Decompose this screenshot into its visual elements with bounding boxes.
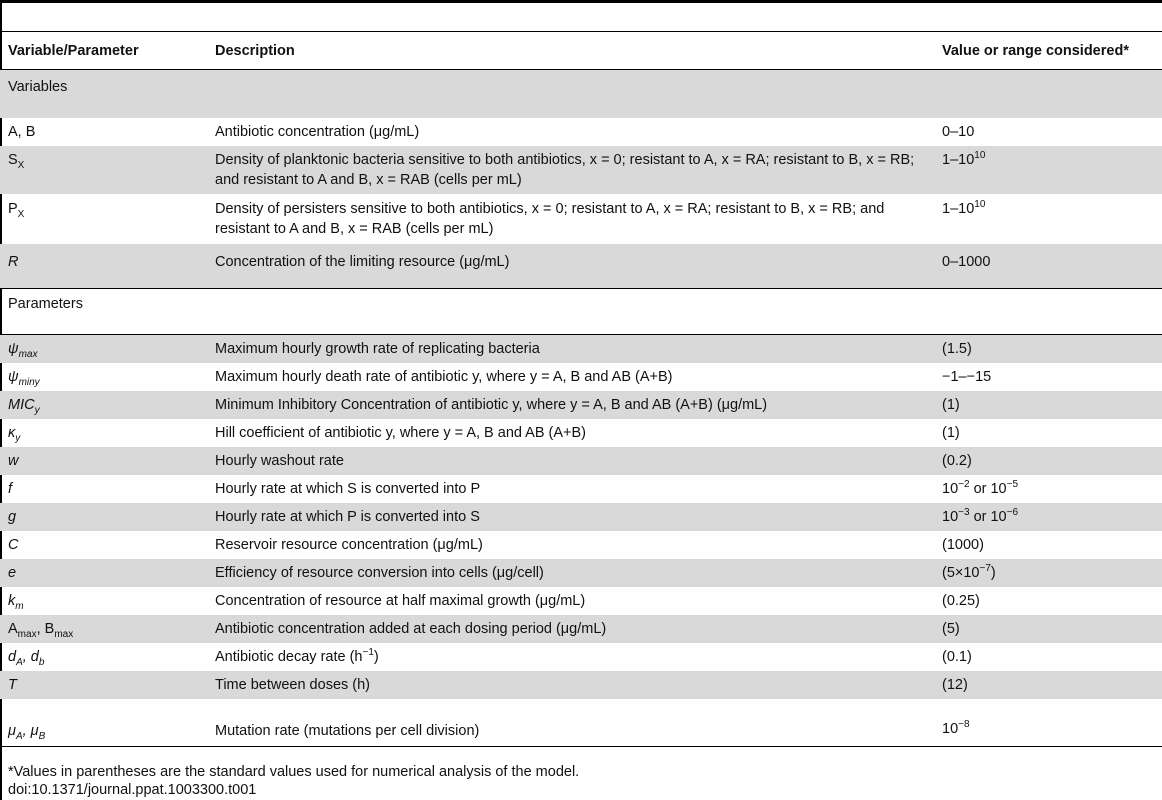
row-description: Efficiency of resource conversion into cells (μg/cell) <box>215 565 544 581</box>
row-name: $MIC_y$ <box>8 397 40 416</box>
header-variable: Variable/Parameter <box>8 43 139 59</box>
row-value: (5) <box>942 621 960 637</box>
row-name: R <box>8 254 19 270</box>
row-name: $\psi_{max}$ <box>8 341 38 360</box>
table-row <box>0 643 1162 671</box>
row-description: Maximum hourly growth rate of replicating bacteria <box>215 341 540 357</box>
row-value: (0.2) <box>942 453 972 469</box>
row-description: Mutation rate (mutations per cell division) <box>215 723 480 739</box>
table-row <box>0 671 1162 699</box>
row-name: $\psi_{miny}$ <box>8 369 40 388</box>
row-name: $\kappa_y$ <box>8 425 21 444</box>
table-row <box>0 447 1162 475</box>
row-name: f <box>8 481 13 497</box>
row-name: $d_A$, $d_b$ <box>8 649 45 668</box>
row-value: $1-10^{10}$ <box>942 150 986 168</box>
row-name: e <box>8 565 17 581</box>
header-value: Value or range considered* <box>942 43 1129 59</box>
row-value: (1) <box>942 397 960 413</box>
row-value: $10^{-3}$ or $10^{-6}$ <box>942 507 1019 525</box>
table-row <box>0 503 1162 531</box>
table-row <box>0 118 1162 146</box>
section-label: Parameters <box>8 296 83 312</box>
table-row <box>0 531 1162 559</box>
row-name: g <box>8 509 17 525</box>
row-name: $k_m$ <box>8 593 24 612</box>
row-description: Concentration of the limiting resource (μg/mL) <box>215 254 510 270</box>
row-description: Density of planktonic bacteria sensitive to both antibiotics, x = 0; resistant to A, x = RA; resistant to B, x = RB; and resistant to A and B, x = RAB (cells per mL) <box>215 152 915 188</box>
row-value: $10^{-2}$ or $10^{-5}$ <box>942 479 1019 497</box>
row-value: $1-10^{10}$ <box>942 199 986 217</box>
table-row <box>0 194 1162 244</box>
row-value: $(5\times 10^{-7})$ <box>942 563 996 581</box>
row-name: $A_{max}$, $B_{max}$ <box>8 621 74 640</box>
row-description: Antibiotic concentration added at each dosing period (μg/mL) <box>215 621 607 637</box>
table-row <box>0 559 1162 587</box>
row-name: w <box>8 453 19 469</box>
table-row <box>0 699 1162 747</box>
table-row <box>0 244 1162 288</box>
row-value: 0–10 <box>942 124 975 140</box>
row-value: (1000) <box>942 537 984 553</box>
row-description: Hill coefficient of antibiotic y, where y = A, B and AB (A+B) <box>215 425 587 441</box>
section-parameters <box>0 289 1162 335</box>
row-value: (1.5) <box>942 341 972 357</box>
table-row <box>0 146 1162 194</box>
table-row <box>0 615 1162 643</box>
row-name: A, B <box>8 124 36 140</box>
doi-link[interactable]: doi:10.1371/journal.ppat.1003300.t001 <box>8 782 257 798</box>
row-description: Time between doses (h) <box>215 677 371 693</box>
header-description: Description <box>215 43 295 59</box>
row-value: $10^{-8}$ <box>942 719 970 737</box>
row-value: (0.1) <box>942 649 972 665</box>
top-rule <box>0 0 1162 3</box>
table-row <box>0 391 1162 419</box>
row-description: Hourly washout rate <box>215 453 344 469</box>
table-header-row <box>0 32 1162 70</box>
row-description: Antibiotic concentration (μg/mL) <box>215 124 420 140</box>
row-description: Concentration of resource at half maximal growth (μg/mL) <box>215 593 586 609</box>
table-row <box>0 475 1162 503</box>
row-value: (1) <box>942 425 960 441</box>
row-value: (12) <box>942 677 968 693</box>
table-row <box>0 587 1162 615</box>
row-description: Density of persisters sensitive to both antibiotics, x = 0; resistant to A, x = RA; resistant to B, x = RB; and resistant to A and B, x = RAB (cells per mL) <box>215 201 885 237</box>
row-description: Hourly rate at which S is converted into P <box>215 481 481 497</box>
row-description: Minimum Inhibitory Concentration of antibiotic y, where y = A, B and AB (A+B) (μg/mL) <box>215 397 768 413</box>
table-row <box>0 363 1162 391</box>
row-name: $\mu_A$, $\mu_B$ <box>8 723 46 742</box>
footnote: *Values in parentheses are the standard values used for numerical analysis of the model. <box>8 764 580 780</box>
row-name: $S_X$ <box>8 152 25 171</box>
row-name: $P_X$ <box>8 201 25 220</box>
row-description: Reservoir resource concentration (μg/mL) <box>215 537 483 553</box>
row-value: (0.25) <box>942 593 980 609</box>
table-row <box>0 335 1162 363</box>
row-description: Antibiotic decay rate $(h^{-1})$ <box>215 647 379 665</box>
row-name: T <box>8 677 17 693</box>
table-row <box>0 419 1162 447</box>
row-name: C <box>8 537 19 553</box>
row-value: 0–1000 <box>942 254 991 270</box>
section-variables <box>0 70 1162 118</box>
row-description: Maximum hourly death rate of antibiotic y, where y = A, B and AB (A+B) <box>215 369 673 385</box>
section-label: Variables <box>8 79 68 95</box>
row-value: −1–−15 <box>942 369 992 385</box>
row-description: Hourly rate at which P is converted into S <box>215 509 480 525</box>
table-bottom-rule <box>0 746 1162 747</box>
